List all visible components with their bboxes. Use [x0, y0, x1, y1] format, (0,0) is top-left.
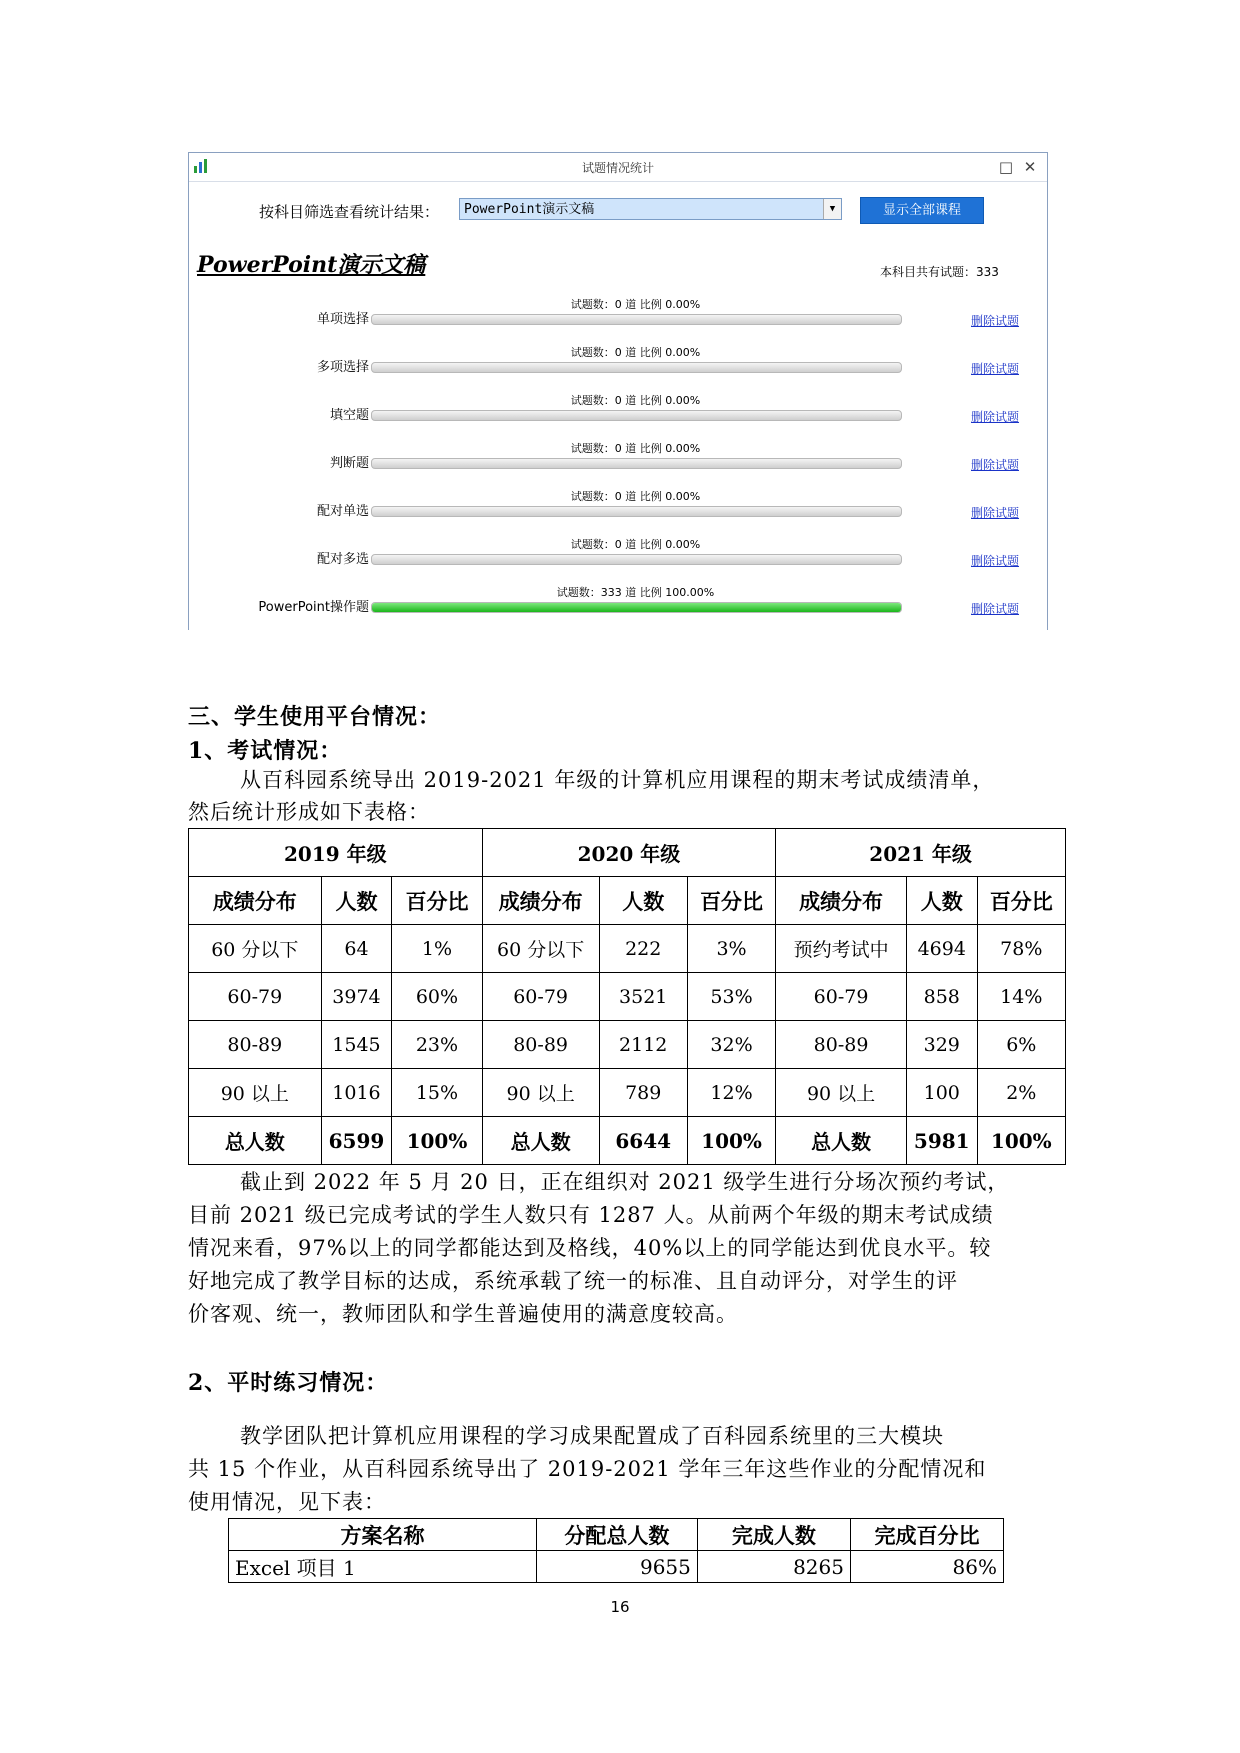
- table-cell: 总人数: [776, 1117, 907, 1165]
- question-type-label: PowerPoint操作题: [258, 600, 369, 615]
- table-cell: 86%: [850, 1551, 1003, 1583]
- maximize-button[interactable]: □: [998, 158, 1014, 176]
- window-titlebar: [189, 153, 1047, 182]
- question-count-info: 试题数：0 道 比例 0.00%: [570, 298, 701, 311]
- homework-table: [228, 1518, 1004, 1583]
- paragraph-1-line-2: 然后统计形成如下表格：: [188, 800, 430, 824]
- table-cell: 3%: [687, 925, 775, 973]
- progress-fill: [372, 603, 901, 612]
- col-header: 分配总人数: [536, 1519, 697, 1551]
- col-header: 百分比: [977, 877, 1065, 925]
- paragraph-line: 教学团队把计算机应用课程的学习成果配置成了百科园系统里的三大模块: [240, 1424, 944, 1448]
- paragraph-1-line-1: 从百科园系统导出 2019-2021 年级的计算机应用课程的期末考试成绩清单，: [240, 768, 995, 792]
- grade-header: 2019 年级: [189, 829, 483, 877]
- table-row: [189, 925, 1066, 973]
- table-cell: 15%: [392, 1069, 482, 1117]
- progress-bar: [371, 410, 902, 421]
- table-cell: 53%: [687, 973, 775, 1021]
- question-type-label: 配对多选: [316, 552, 369, 567]
- delete-questions-link[interactable]: 删除试题: [971, 602, 1020, 616]
- progress-bar: [371, 458, 902, 469]
- table-cell: 预约考试中: [776, 925, 907, 973]
- table-cell: 12%: [687, 1069, 775, 1117]
- question-count-info: 试题数：0 道 比例 0.00%: [570, 490, 701, 503]
- paragraph-line: 截止到 2022 年 5 月 20 日，正在组织对 2021 级学生进行分场次预约考试，: [240, 1170, 1010, 1194]
- table-cell: 64: [321, 925, 392, 973]
- table-cell: 222: [599, 925, 687, 973]
- grade-header: 2020 年级: [482, 829, 776, 877]
- col-header: 成绩分布: [776, 877, 907, 925]
- table-cell: 329: [906, 1021, 977, 1069]
- table-cell: 78%: [977, 925, 1065, 973]
- delete-questions-link[interactable]: 删除试题: [971, 362, 1020, 376]
- grade-header: 2021 年级: [776, 829, 1066, 877]
- col-header: 成绩分布: [189, 877, 322, 925]
- table-cell: 3521: [599, 973, 687, 1021]
- subject-select[interactable]: [459, 198, 842, 220]
- delete-questions-link[interactable]: 删除试题: [971, 458, 1020, 472]
- progress-bar: [371, 506, 902, 517]
- table-cell: 789: [599, 1069, 687, 1117]
- table-cell: 100%: [687, 1117, 775, 1165]
- question-type-label: 多项选择: [316, 360, 369, 375]
- col-header: 人数: [906, 877, 977, 925]
- table-cell: 5981: [906, 1117, 977, 1165]
- close-button[interactable]: ✕: [1023, 158, 1037, 176]
- table-cell: 90 以上: [189, 1069, 322, 1117]
- question-type-label: 单项选择: [316, 312, 369, 327]
- question-type-label: 配对单选: [316, 504, 369, 519]
- question-count-info: 试题数：333 道 比例 100.00%: [556, 586, 715, 599]
- col-header: 人数: [599, 877, 687, 925]
- table-cell: 1016: [321, 1069, 392, 1117]
- delete-questions-link[interactable]: 删除试题: [971, 506, 1020, 520]
- score-table: [188, 828, 1066, 1165]
- table-cell: 100%: [392, 1117, 482, 1165]
- table-cell: 23%: [392, 1021, 482, 1069]
- table-row: [229, 1551, 1004, 1583]
- table-row: [189, 1069, 1066, 1117]
- dropdown-arrow-icon[interactable]: ▼: [823, 199, 841, 219]
- window-title: 试题情况统计: [581, 161, 654, 175]
- question-type-label: 填空题: [329, 408, 369, 423]
- col-header: 完成人数: [697, 1519, 850, 1551]
- table-cell: 100: [906, 1069, 977, 1117]
- col-header: 方案名称: [229, 1519, 537, 1551]
- table-cell: 90 以上: [482, 1069, 599, 1117]
- table-cell: 32%: [687, 1021, 775, 1069]
- paragraph-line: 目前 2021 级已完成考试的学生人数只有 1287 人。从前两个年级的期末考试成绩: [188, 1203, 994, 1227]
- question-count-info: 试题数：0 道 比例 0.00%: [570, 538, 701, 551]
- question-count-info: 试题数：0 道 比例 0.00%: [570, 442, 701, 455]
- table-cell: 2112: [599, 1021, 687, 1069]
- subsection-2-title: 2、平时练习情况：: [188, 1370, 389, 1396]
- progress-bar: [371, 602, 902, 613]
- table-cell: 3974: [321, 973, 392, 1021]
- paragraph-line: 价客观、统一，教师团队和学生普遍使用的满意度较高。: [188, 1302, 738, 1326]
- table-cell: 9655: [536, 1551, 697, 1583]
- table-cell: 80-89: [482, 1021, 599, 1069]
- table-cell: Excel 项目 1: [229, 1551, 537, 1583]
- paragraph-line: 共 15 个作业，从百科园系统导出了 2019-2021 学年三年这些作业的分配情况和: [188, 1457, 987, 1481]
- question-count-info: 试题数：0 道 比例 0.00%: [570, 394, 701, 407]
- delete-questions-link[interactable]: 删除试题: [971, 314, 1020, 328]
- show-all-courses-button[interactable]: 显示全部课程: [860, 197, 984, 224]
- col-header: 人数: [321, 877, 392, 925]
- table-cell: 60-79: [189, 973, 322, 1021]
- page-number: 16: [610, 1598, 630, 1616]
- delete-questions-link[interactable]: 删除试题: [971, 410, 1020, 424]
- table-cell: 60-79: [482, 973, 599, 1021]
- subject-select-value: PowerPoint演示文稿: [464, 202, 595, 217]
- table-cell: 8265: [697, 1551, 850, 1583]
- paragraph-line: 情况来看，97%以上的同学都能达到及格线，40%以上的同学能达到优良水平。较: [188, 1236, 992, 1260]
- table-cell: 14%: [977, 973, 1065, 1021]
- subject-heading: PowerPoint演示文稿: [197, 252, 426, 278]
- table-row: [189, 1021, 1066, 1069]
- table-cell: 80-89: [776, 1021, 907, 1069]
- progress-bar: [371, 362, 902, 373]
- filter-label: 按科目筛选查看统计结果：: [259, 203, 440, 221]
- question-type-row: [189, 480, 1049, 520]
- table-cell: 6599: [321, 1117, 392, 1165]
- table-cell: 90 以上: [776, 1069, 907, 1117]
- question-count-info: 试题数：0 道 比例 0.00%: [570, 346, 701, 359]
- question-type-row: [189, 288, 1049, 328]
- table-cell: 总人数: [189, 1117, 322, 1165]
- question-type-label: 判断题: [329, 456, 369, 471]
- table-cell: 总人数: [482, 1117, 599, 1165]
- table-cell: 100%: [977, 1117, 1065, 1165]
- table-cell: 60-79: [776, 973, 907, 1021]
- table-cell: 1%: [392, 925, 482, 973]
- table-cell: 6%: [977, 1021, 1065, 1069]
- table-cell: 858: [906, 973, 977, 1021]
- table-cell: 2%: [977, 1069, 1065, 1117]
- paragraph-line: 使用情况，见下表：: [188, 1490, 386, 1514]
- question-type-row: [189, 432, 1049, 472]
- progress-bar: [371, 314, 902, 325]
- table-cell: 6644: [599, 1117, 687, 1165]
- question-type-row: [189, 336, 1049, 376]
- table-cell: 4694: [906, 925, 977, 973]
- delete-questions-link[interactable]: 删除试题: [971, 554, 1020, 568]
- paragraph-line: 好地完成了教学目标的达成，系统承载了统一的标准、且自动评分，对学生的评: [188, 1269, 958, 1293]
- question-type-row: [189, 384, 1049, 424]
- table-cell: 1545: [321, 1021, 392, 1069]
- col-header: 成绩分布: [482, 877, 599, 925]
- table-cell: 60%: [392, 973, 482, 1021]
- question-type-row: [189, 528, 1049, 568]
- col-header: 完成百分比: [850, 1519, 1003, 1551]
- stats-window: [188, 152, 1048, 630]
- table-cell: 60 分以下: [189, 925, 322, 973]
- table-row: [189, 1117, 1066, 1165]
- table-cell: 60 分以下: [482, 925, 599, 973]
- table-row: [189, 973, 1066, 1021]
- progress-bar: [371, 554, 902, 565]
- col-header: 百分比: [392, 877, 482, 925]
- col-header: 百分比: [687, 877, 775, 925]
- table-cell: 80-89: [189, 1021, 322, 1069]
- subsection-1-title: 1、考试情况：: [188, 738, 343, 764]
- question-type-row: [189, 576, 1049, 616]
- total-questions: 本科目共有试题：333: [880, 265, 999, 279]
- section-3-title: 三、学生使用平台情况：: [188, 704, 442, 730]
